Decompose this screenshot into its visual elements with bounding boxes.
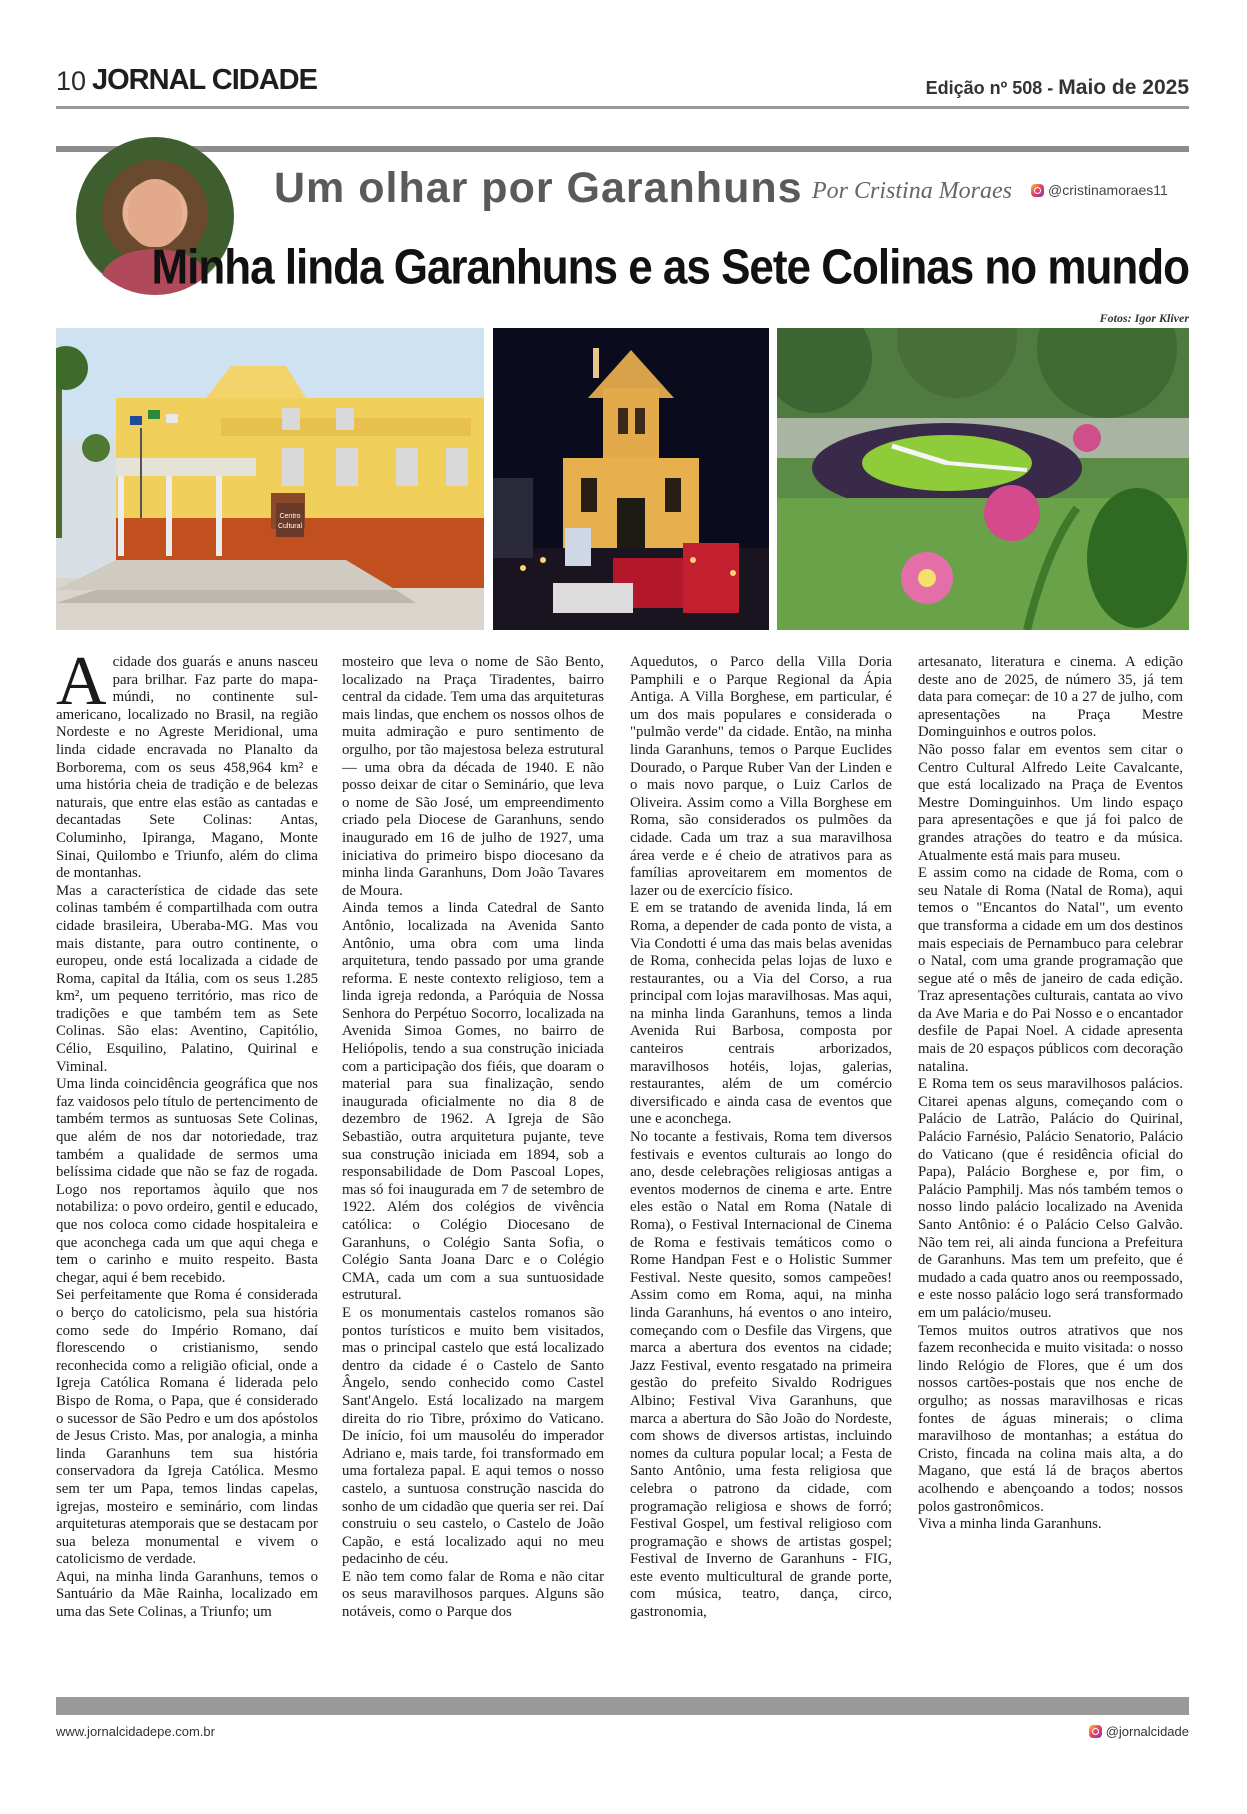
cultural-sign [276, 503, 304, 537]
article-column-1 [56, 643, 318, 1622]
drop-cap: A [56, 643, 107, 720]
paragraph: Ainda temos a linda Catedral de Santo Antônio, localizada na Avenida Santo Antônio, uma obra com uma linda arquitetura, tendo passado por uma grande reforma. E neste contexto religioso, tem a linda igreja redonda, a Paróquia de Nossa Senhora do Perpétuo Socorro, localizada na Avenida Simoa Gomes, no bairro de Heliópolis, tendo a sua construção iniciada com a participação dos fiéis, que doaram o material para sua finalização, sendo inaugurada oficialmente no dia 8 de dezembro de 1962. A Igreja de São Sebastião, outra arquitetura pujante, teve sua construção iniciada em 1894, sob a responsabilidade de Dom Pascoal Lopes, mas só foi inaugurada em 7 de setembro de 1922. Além dos colégios de vivência católica: o Colégio Diocesano de Garanhuns, o Colégio Santa Sofia, o Colégio Santa Joana Darc e o Colégio CMA, cada um com a sua suntuosidade estrutural. [342, 900, 604, 1304]
catedral-illustration [493, 328, 769, 630]
paragraph: Temos muitos outros atrativos que nos fazem reconhecida e muito visitada: o nosso lindo Relógio de Flores, que é um dos nossos cartões-postais que nos enche de orgulho; as nossas maravilhosas e ricas fontes de águas minerais; o clima maravilhoso de montanhas; a estátua do Cristo, fincada na colina mais alta, a do Magano, que está lá de braços abertos acolhendo e abençoando a todos; nossos polos gastronômicos. [918, 1322, 1183, 1515]
article-headline: Minha linda Garanhuns e as Sete Colinas no mundo [151, 240, 1189, 295]
paragraph: E os monumentais castelos romanos são pontos turísticos e muito bem visitados, mas o principal castelo que está localizado dentro da cidade é o Castelo de Santo Ângelo, sendo conhecido como Castel Sant'Angelo. Está localizado na margem direita do rio Tibre, próximo do Vaticano. De início, foi um mausoléu do imperador Adriano e, mais tarde, foi transformado em uma fortaleza papal. E aqui temos o nosso castelo, a suntuosa construção nascida do sonho de um cidadão que queria ser rei. Daí construiu o seu castelo, o Castelo de João Capão, e está localizado aqui no meu pedacinho de céu. [342, 1304, 604, 1568]
sign-text-1: Centro [279, 513, 301, 520]
paragraph: E em se tratando de avenida linda, lá em Roma, a depender de cada ponto de vista, a Via Condotti é uma das mais belas avenidas de Roma, conhecida pelas lojas de luxo e restaurantes, ou a Via del Corso, a rua principal com lojas maravilhosas. Mas aqui, na minha linda Garanhuns, temos a linda Avenida Rui Barbosa, composta por canteiros centrais arborizados, maravilhosos hotéis, lojas, galerias, restaurantes, além de um comércio diversificado e ainda casa de eventos que une e aconchega. [630, 900, 892, 1128]
edition-number: Edição nº 508 [925, 78, 1043, 98]
instagram-icon [1089, 1725, 1102, 1738]
paragraph: Mas a característica de cidade das sete colinas também é compartilhada com outra cidade brasileira, Uberaba-MG. Mas vou mais distante, para outro continente, o europeu, onde está localizada a cidade de Roma, capital da Itália, com os seus 1.285 km², um pequeno território, mas rico de tradições e que também tem as Sete Colinas. São elas: Aventino, Capitólio, Célio, Esquilino, Palatino, Quirinal e Viminal. [56, 882, 318, 1075]
photo-centro-cultural [56, 328, 484, 630]
header-rule [56, 106, 1189, 109]
paragraph: E não tem como falar de Roma e não citar os seus maravilhosos parques. Alguns são notáveis, como o Parque dos [342, 1568, 604, 1621]
author-instagram[interactable] [1031, 182, 1168, 198]
article-column-3 [630, 654, 892, 1622]
column-top-rule [56, 146, 1189, 152]
instagram-icon [1031, 184, 1044, 197]
paragraph: E Roma tem os seus maravilhosos palácios. Citarei apenas alguns, começando com o Palácio de Latrão, Palácio do Quirinal, Palácio Farnésio, Palácio Senatorio, Palácio do Vaticano (que é residência oficial do Papa), Palácio Borghese e, por fim, o Palácio Pamphilj. Mas nós também temos o nosso lindo palácio localizado na Avenida Santo Antônio: é o Palácio Celso Galvão. Não tem rei, ali ainda funciona a Prefeitura de Garanhuns. Mas tem um prefeito, que é mudado a cada quatro anos ou reempossado, e este nosso palácio logo será transformado em um palácio/museu. [918, 1076, 1183, 1321]
avatar-face [128, 179, 182, 247]
edition-separator: - [1047, 78, 1059, 98]
photo-credit: Fotos: Igor Kliver [1099, 311, 1189, 325]
column-title: Um olhar por Garanhuns [274, 164, 803, 212]
paragraph: Viva a minha linda Garanhuns. [918, 1516, 1102, 1533]
footer-rule [56, 1697, 1189, 1715]
paragraph: Aqui, na minha linda Garanhuns, temos o Santuário da Mãe Rainha, localizado em uma das Sete Colinas, a Triunfo; um [56, 1568, 318, 1621]
paragraph: mosteiro que leva o nome de São Bento, localizado na Praça Tiradentes, bairro central da cidade. Tem uma das arquiteturas mais lindas, que enchem os nossos olhos de muita admiração e puro sentimento de orgulho, por tão majestosa beleza estrutural — uma obra da década de 1940. E não posso deixar de citar o Seminário, que leva o nome de São José, um empreendimento criado pela Diocese de Garanhuns, sendo inaugurado em 16 de julho de 1927, uma iniciativa do primeiro bispo diocesano da minha linda Garanhuns, Dom João Tavares de Moura. [342, 654, 604, 899]
paragraph: E assim como na cidade de Roma, com o seu Natale di Roma (Natal de Roma), aqui temos o "Encantos do Natal", um evento que transforma a cidade em um dos destinos mais especiais de Pernambuco para celebrar o Natal, com uma grande programação que segue até o mês de janeiro de cada edição. Traz apresentações culturais, cantata ao vivo da Ave Maria e do Pai Nosso e o encantador desfile de Papai Noel. A cidade apresenta mais de 20 espaços públicos com decoração natalina. [918, 865, 1183, 1075]
paragraph: Uma linda coincidência geográfica que nos faz vaidosos pelo título de pertencimento de também termos as suntuosas Sete Colinas, que além de nos dar notoriedade, traz também a qualidade de sermos uma belíssima cidade que não se faz de rogada. Logo nos reportamos àquilo que nos notabiliza: o povo ordeiro, gentil e educado, que nos coloca como cidade hospitaleira e que aconchega cada um que aqui chega e tem o carinho e muito respeito. Basta chegar, aqui é bem recebido. [56, 1076, 318, 1286]
edition-info [926, 76, 1189, 100]
author-instagram-handle: @cristinamoraes11 [1048, 182, 1168, 198]
paragraph: Sei perfeitamente que Roma é considerada o berço do catolicismo, pela sua história como sede do Império Romano, daí florescendo o cristianismo, sendo reconhecida como a religião oficial, onde a Igreja Católica Romana é liderada pelo Bispo de Roma, o Papa, que é considerado o sucessor de São Pedro e um dos apóstolos de Jesus Cristo. Mas, por analogia, a minha linda Garanhuns tem sua história conservadora da Igreja Católica. Mesmo sem ter um Papa, temos lindas capelas, igrejas, mosteiro e seminário, com lindas arquiteturas atemporais que se destacam por sua beleza monumental e vivem o catolicismo de verdade. [56, 1287, 318, 1568]
paragraph: Não posso falar em eventos sem citar o Centro Cultural Alfredo Leite Cavalcante, que está localizado na Praça de Eventos Mestre Dominguinhos. Um lindo espaço para apresentações e que já foi palco de grandes atrações do teatro e da música. Atualmente está mais para museu. [918, 741, 1183, 864]
footer-instagram[interactable] [1089, 1724, 1189, 1739]
sign-text-2: Cultural [277, 523, 303, 530]
photo-catedral-noite [493, 328, 769, 630]
paragraph: No tocante a festivais, Roma tem diversos festivais e eventos culturais ao longo do ano, desde celebrações religiosas antigas a eventos modernos de cinema e arte. Entre eles estão o Natal em Roma (Natale di Roma), o Festival Internacional de Cinema de Roma e festivais temáticos como o Rome Handpan Fest e o Holistic Summer Festival. Neste quesito, somos campeões! Assim como em Roma, aqui, na minha linda Garanhuns, há eventos o ano inteiro, começando com o Desfile das Virgens, que marca a abertura dos eventos na cidade; Jazz Festival, evento resgatado na primeira gestão do prefeito Sivaldo Rodrigues Albino; Festival Viva Garanhuns, que marca a abertura do São João do Nordeste, com shows de diversos artistas, incluindo nomes da cultura popular local; a Festa de Santo Antônio, uma festa religiosa que celebra o patrono da cidade, com programação religiosa e shows de forró; Festival Gospel, um festival religioso com programação e shows de artistas gospel; Festival de Inverno de Garanhuns - FIG, este evento multicultural de grande porte, com música, teatro, dança, circo, gastronomia, [630, 1129, 892, 1621]
column-author: Por Cristina Moraes [812, 178, 1013, 204]
newspaper-name: JORNAL CIDADE [92, 64, 317, 96]
article-column-2 [342, 654, 604, 1622]
photo-relogio-de-flores [777, 328, 1189, 630]
centro-cultural-illustration [56, 328, 484, 630]
paragraph: Aquedutos, o Parco della Villa Doria Pamphili e o Parque Regional da Ápia Antiga. A Villa Borghese, em particular, é um dos mais populares e considerada o "pulmão verde" da cidade. Então, na minha linda Garanhuns, temos o Parque Euclides Dourado, o Parque Ruber Van der Linden e o mais novo parque, o Luiz Carlos de Oliveira. Assim como a Villa Borghese em Roma, são considerados os pulmões da cidade. Cada um traz a sua maravilhosa área verde e é cheio de atrativos para as famílias aproveitarem em momentos de lazer ou de exercício físico. [630, 654, 892, 899]
paragraph: artesanato, literatura e cinema. A edição deste ano de 2025, de número 35, já tem data para começar: de 10 a 27 de julho, com apresentações na Praça Mestre Dominguinhos e outros polos. [918, 654, 1183, 741]
paragraph: Acidade dos guarás e anuns nasceu para brilhar. Faz parte do mapa-múndi, no continente sul-americano, localizado no Brasil, na região Nordeste e no Agreste Meridional, uma linda cidade encravada no Planalto da Borborema, com os seus 458,964 km² e uma história cheia de tradição e de belezas naturais, que entre elas estão as cantadas e decantadas Sete Colinas: Antas, Columinho, Ipiranga, Magano, Monte Sinai, Quilombo e Triunfo, além do clima de montanhas. [56, 643, 318, 882]
article-column-4 [918, 654, 1183, 1534]
relogio-flores-illustration [777, 328, 1189, 630]
edition-date: Maio de 2025 [1058, 76, 1189, 99]
footer-website-link[interactable]: www.jornalcidadepe.com.br [56, 1724, 215, 1739]
page-number: 10 [56, 66, 87, 96]
footer-instagram-handle: @jornalcidade [1105, 1724, 1189, 1739]
